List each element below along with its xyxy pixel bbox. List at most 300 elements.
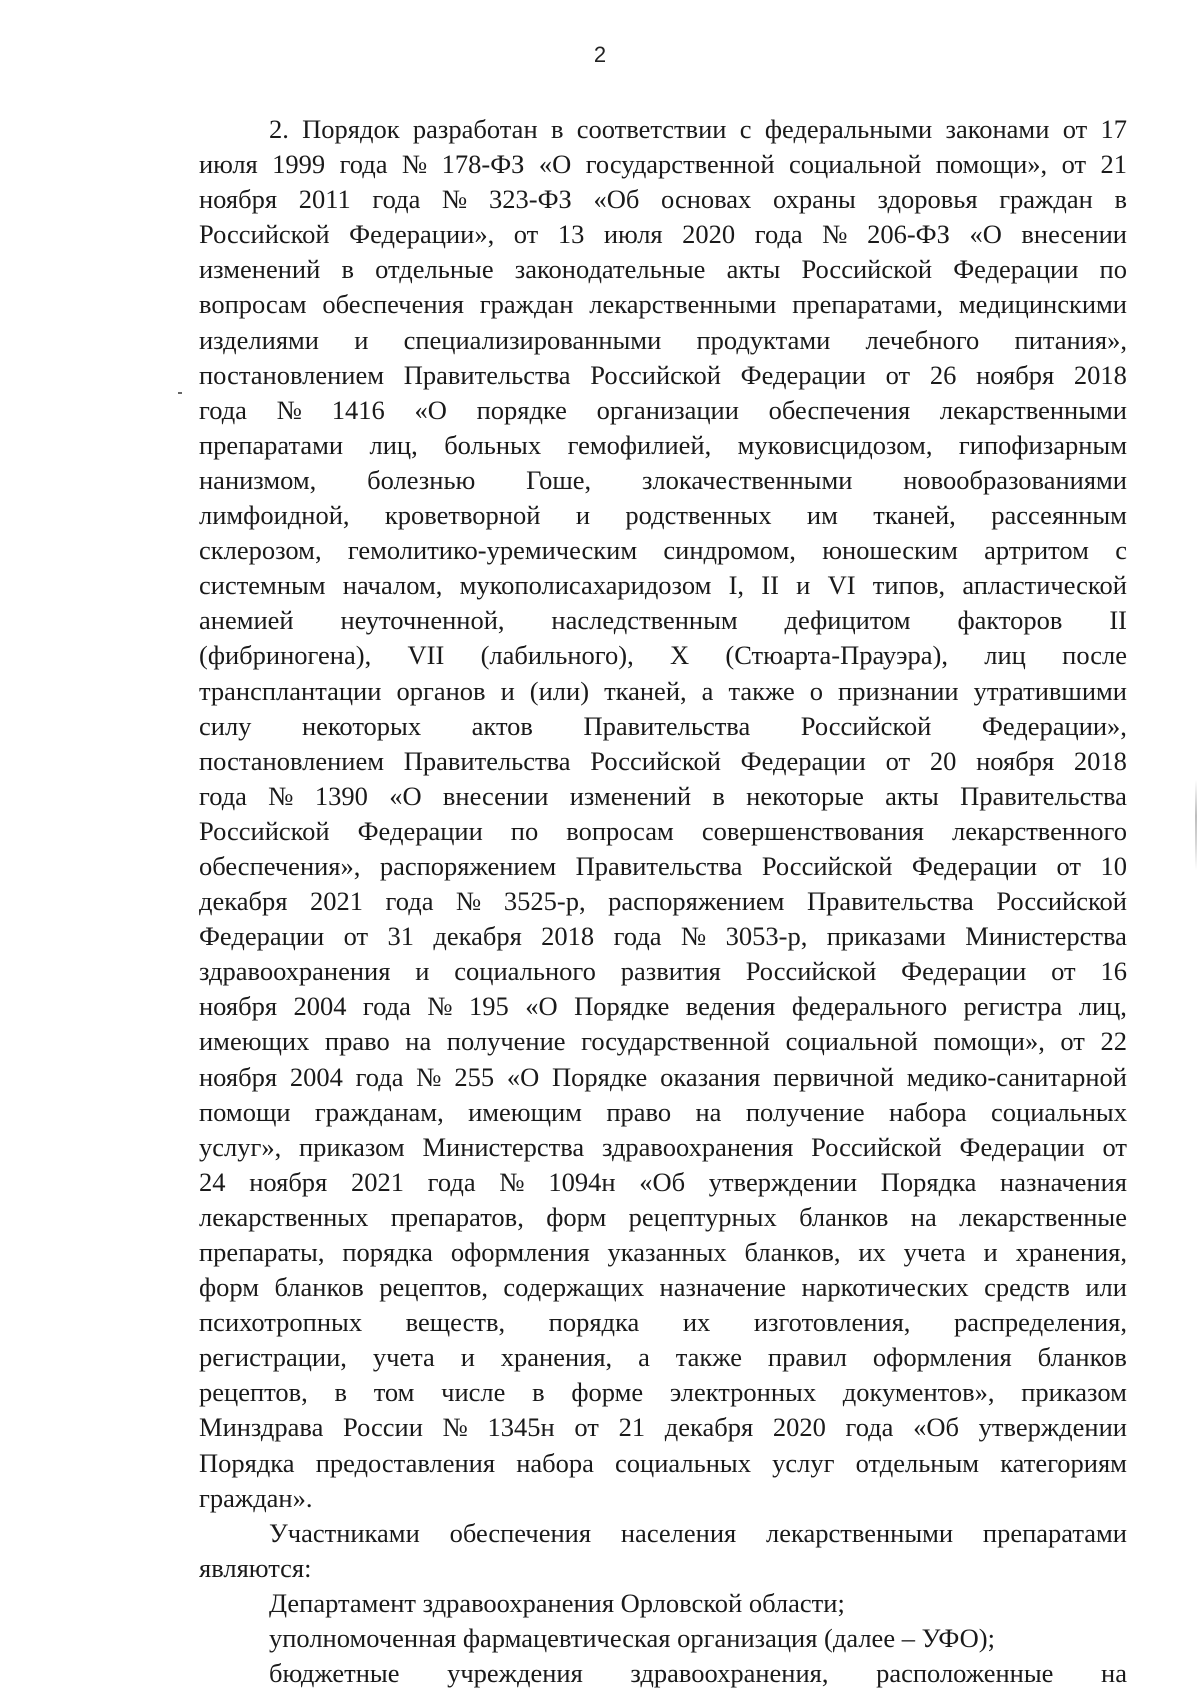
word: от [885,359,911,390]
word: 3053-р, [725,921,808,952]
word: болезнью [367,464,476,495]
word: 17 [1100,114,1127,144]
word: препаратов, [390,1201,524,1232]
word: № [456,886,482,917]
word: тканей, [873,500,956,531]
text-line [199,147,1127,182]
word: учета [903,1237,966,1267]
word: распределения, [953,1307,1127,1338]
word: с [1115,535,1127,566]
word: «Об [639,1166,686,1197]
text-line [199,1481,1127,1516]
word: 195 [469,991,509,1022]
word: в [1114,184,1127,215]
word: электронных [669,1377,817,1408]
word: после [1062,640,1127,671]
text-line [199,568,1127,603]
word: рецептурных [628,1201,777,1232]
word: 2018 [1073,745,1127,776]
word: ноября [199,1061,278,1092]
word: рассеянным [991,500,1127,531]
word: № [822,219,848,250]
word: законами [945,114,1050,144]
word: лекарственными [939,394,1127,425]
word: Порядке [552,1061,648,1092]
word: внесении [1021,219,1127,250]
text-line [199,112,1127,147]
word: рецептов, [199,1377,308,1408]
word: 24 [199,1166,226,1197]
scan-edge-mark [1195,780,1197,870]
text-line [199,1656,1127,1691]
word: 1416 [331,394,385,425]
word: X [669,640,690,671]
word: УФО); [921,1623,995,1654]
word: года [199,394,247,425]
word: лиц [984,640,1026,671]
word: лекарственного [951,815,1127,846]
word: дефицитом [784,605,911,636]
word: вопросам [566,815,674,846]
word: порядке [476,394,567,425]
word: ноября [976,745,1055,776]
word: от [574,1412,599,1443]
word: Российской [590,745,721,776]
word: правил [767,1342,848,1373]
word: тканей, [604,675,687,706]
text-line [199,709,1127,744]
word: граждан [479,289,574,320]
word: также [728,675,795,706]
word: некоторые [746,780,864,811]
word: рецептов, [379,1272,488,1303]
word: здоровья [877,184,978,215]
word: питания», [1014,324,1127,355]
word: и [460,1342,475,1373]
word: соответствии [576,114,727,144]
word: порядка [548,1307,640,1338]
word: от [1102,1131,1127,1162]
word: от [1061,149,1087,180]
word: изменений [569,780,692,811]
word: анемией [199,605,294,636]
word: бланков [274,1272,364,1303]
word: Федерации [953,254,1079,285]
text-line [199,989,1127,1024]
word: Российской [811,1131,942,1162]
text-line [199,463,1127,498]
word: (или) [529,675,590,706]
word: документов», [842,1377,995,1408]
word: право [324,1026,390,1057]
text-line [199,1235,1127,1270]
page-number: 2 [593,42,607,67]
word: их [858,1237,886,1267]
word: юношеским [822,535,958,566]
word: года [427,1166,476,1197]
text-line [199,287,1127,322]
word: Федерации [357,815,483,846]
word: а [701,675,714,706]
word: постановлением [199,359,384,390]
word: хранения, [1015,1237,1127,1267]
word: акты [726,254,781,285]
text-line [199,323,1127,358]
word: Федерации [959,1131,1085,1162]
word: федеральными [764,114,933,144]
word: и [575,500,590,531]
word: лечебного [865,324,980,355]
word: бюджетные [269,1658,400,1689]
word: 10 [1100,850,1127,881]
word: 1345н [487,1412,555,1443]
word: и [983,1237,998,1267]
word: № [442,184,468,215]
text-line [199,1060,1127,1095]
word: социальной [785,1026,918,1057]
word: по [510,815,539,846]
word: типов, [872,570,946,601]
word: актов [471,710,533,741]
word: от [343,921,369,952]
word: (Стюарта-Прауэра), [725,640,948,671]
word: (далее [824,1623,896,1654]
word: I, [728,570,745,601]
word: № [268,780,294,811]
word: граждан». [199,1482,313,1513]
word: Гоше, [526,464,592,495]
word: обеспечения [768,394,911,425]
word: в [334,1377,347,1408]
word: в [341,254,354,285]
text-line [199,603,1127,638]
text-line [199,1270,1127,1305]
word: Федерации», [349,219,495,250]
word: декабря [664,1412,754,1443]
text-line [199,1095,1127,1130]
word: ноября [199,184,278,215]
text-line [199,182,1127,217]
word: фармацевтическая [462,1623,671,1654]
word: и [415,956,430,987]
word: года [355,1061,404,1092]
text-line [199,428,1127,463]
word: России [343,1412,423,1443]
word: изготовления, [753,1307,911,1338]
text-line [199,779,1127,814]
word: расположенные [876,1658,1054,1689]
word: злокачественными [641,464,853,495]
word: Федерации [199,921,325,952]
word: на [910,1201,937,1232]
word: лимфоидной, [199,500,350,531]
text-line [199,1130,1127,1165]
word: приказами [826,921,946,952]
word: им [806,500,838,531]
word: государственной [585,149,775,180]
word: ноября [976,359,1055,390]
word: препаратами [199,429,344,460]
word: «Об [593,184,640,215]
word: препаратами [982,1517,1127,1548]
word: Правительства [403,359,571,390]
word: 26 [929,359,957,390]
word: веществ, [405,1307,506,1338]
word: № [427,991,453,1022]
word: «О [389,780,422,811]
word: признании [838,675,959,706]
word: назначение [659,1272,787,1303]
word: «О [538,149,572,180]
word: право [606,1096,672,1127]
word: о [809,675,824,706]
word: медико-санитарной [906,1061,1127,1092]
word: 20 [929,745,957,776]
text-line [199,1375,1127,1410]
text-line [199,1305,1127,1340]
word: гипофизарным [958,429,1127,460]
word: года [845,1412,894,1443]
word: приказом [299,1131,405,1162]
word: медицинскими [958,289,1127,320]
word: обеспечения», [199,850,361,881]
word: 178-ФЗ [441,149,525,180]
text-line [199,1516,1127,1551]
word: неуточненной, [340,605,505,636]
word: или [1085,1272,1127,1303]
word: VII [407,640,445,671]
word: VI [827,570,856,601]
word: новообразованиями [903,464,1127,495]
word: Федерации [901,956,1027,987]
word: 2020 [772,1412,826,1443]
word: лиц, [369,429,418,460]
word: № [499,1166,525,1197]
word: больных [444,429,542,460]
word: 2021 [350,1166,404,1197]
word: форм [199,1272,260,1303]
word: оформления [872,1342,1012,1373]
word: года [199,780,247,811]
word: и [500,675,515,706]
word: Федерации [740,359,866,390]
word: охраны [772,184,856,215]
word: в [532,1377,545,1408]
word: № [276,394,302,425]
word: отдельным [855,1447,980,1478]
word: предоставления [315,1447,496,1478]
word: мукополисахаридозом [459,570,712,601]
word: населения [620,1517,737,1548]
text-line [199,1165,1127,1200]
word: наркотических [801,1272,969,1303]
word: и [796,570,811,601]
word: препаратами, [792,289,943,320]
word: муковисцидозом, [737,429,933,460]
word: бланков, [744,1237,841,1267]
word: родственных [625,500,772,531]
word: Российской [801,254,933,285]
word: 2. [269,114,289,144]
text-line [199,954,1127,989]
word: приказом [1021,1377,1127,1408]
word: том [373,1377,415,1408]
text-line [199,1586,1127,1621]
word: июля [603,219,663,250]
word: ведения [685,991,776,1022]
word: регистрации, [199,1342,347,1373]
text-line [199,1446,1127,1481]
word: № [416,1061,442,1092]
word: системным [199,570,326,601]
text-line [199,674,1127,709]
word: основах [661,184,752,215]
word: совершенствования [701,815,924,846]
word: специализированными [403,324,662,355]
word: гемофилией, [567,429,712,460]
word: лекарственных [199,1201,369,1232]
word: их [682,1307,711,1338]
word: «О [969,219,1002,250]
word: также [675,1342,742,1373]
word: наследственным [551,605,738,636]
word: силу [199,710,252,741]
word: препараты, [199,1237,325,1267]
text-line [199,919,1127,954]
word: утверждении [978,1412,1127,1443]
word: декабря [433,921,522,952]
word: форме [571,1377,644,1408]
word: от [1056,850,1081,881]
word: факторов [957,605,1063,636]
text-line [199,358,1127,393]
word: от [885,745,911,776]
word: социального [454,956,596,987]
word: «О [506,1061,540,1092]
word: Федерации [740,745,866,776]
word: 1999 [272,149,326,180]
word: оформления [450,1237,590,1267]
word: лекарственными [589,289,777,320]
word: гемолитико-уремическим [347,535,638,566]
word: Департамент [269,1587,416,1618]
word: Российской [800,710,932,741]
word: Правительства [575,850,743,881]
text-line [199,744,1127,779]
word: социальных [991,1096,1127,1127]
word: оказания [660,1061,761,1092]
text-line [199,1340,1127,1375]
word: Российской [996,886,1127,917]
word: помощи», [935,149,1048,180]
text-line [199,498,1127,533]
word: бланков [799,1201,889,1232]
word: услуг», [199,1131,282,1162]
word: изделиями [199,324,319,355]
word: законодательные [514,254,706,285]
word: постановлением [199,745,384,776]
word: разработан [412,114,538,144]
word: указанных [607,1237,727,1267]
word: Правительства [807,886,974,917]
word: Орловской [620,1587,743,1618]
word: Порядка [880,1166,977,1197]
text-line [199,393,1127,428]
word: помощи [199,1096,291,1127]
document-body [199,112,1127,1691]
word: нанизмом, [199,464,317,495]
text-line [199,1410,1127,1445]
word: здравоохранения [601,1131,794,1162]
word: Правительства [403,745,571,776]
word: помощи», [933,1026,1045,1057]
word: Участниками [269,1517,420,1548]
word: Российской [761,850,893,881]
word: Российской [199,219,330,250]
text-line [199,884,1127,919]
word: здравоохранения [422,1587,615,1618]
word: акты [885,780,939,811]
text-line [199,849,1127,884]
word: 2004 [293,991,347,1022]
word: склерозом, [199,535,322,566]
word: учета [372,1342,435,1373]
word: – [901,1623,915,1654]
word: лиц, [1078,991,1127,1022]
word: являются: [199,1552,312,1583]
word: Министерства [965,921,1127,952]
word: Порядка [199,1447,295,1478]
word: от [513,219,539,250]
word: учреждения [447,1658,583,1689]
word: 31 [387,921,414,952]
word: порядка [342,1237,433,1267]
word: Федерации [911,850,1038,881]
word: гражданам, [314,1096,444,1127]
word: форм [546,1201,607,1232]
word: организации [596,394,739,425]
word: утратившими [973,675,1127,706]
word: года [362,991,411,1022]
word: распоряжением [379,850,557,881]
word: синдромом, [663,535,796,566]
word: апластической [962,570,1127,601]
word: развития [620,956,721,987]
word: июля [199,149,258,180]
word: бланков [1037,1342,1127,1373]
word: средств [984,1272,1070,1303]
word: «О [525,991,558,1022]
word: 2004 [289,1061,343,1092]
word: Порядке [574,991,670,1022]
word: с [739,114,752,144]
word: II [761,570,779,601]
word: (лабильного), [480,640,634,671]
word: назначения [1000,1166,1127,1197]
text-line [199,217,1127,252]
word: имеющих [199,1026,310,1057]
word: Российской [199,815,330,846]
word: на [1101,1658,1127,1689]
word: года [339,149,388,180]
word: федерального [791,991,948,1022]
word: 3525-р, [503,886,586,917]
word: хранения, [500,1342,613,1373]
word: ноября [249,1166,328,1197]
word: вопросам [199,289,307,320]
word: внесении [442,780,549,811]
word: 2018 [1073,359,1127,390]
